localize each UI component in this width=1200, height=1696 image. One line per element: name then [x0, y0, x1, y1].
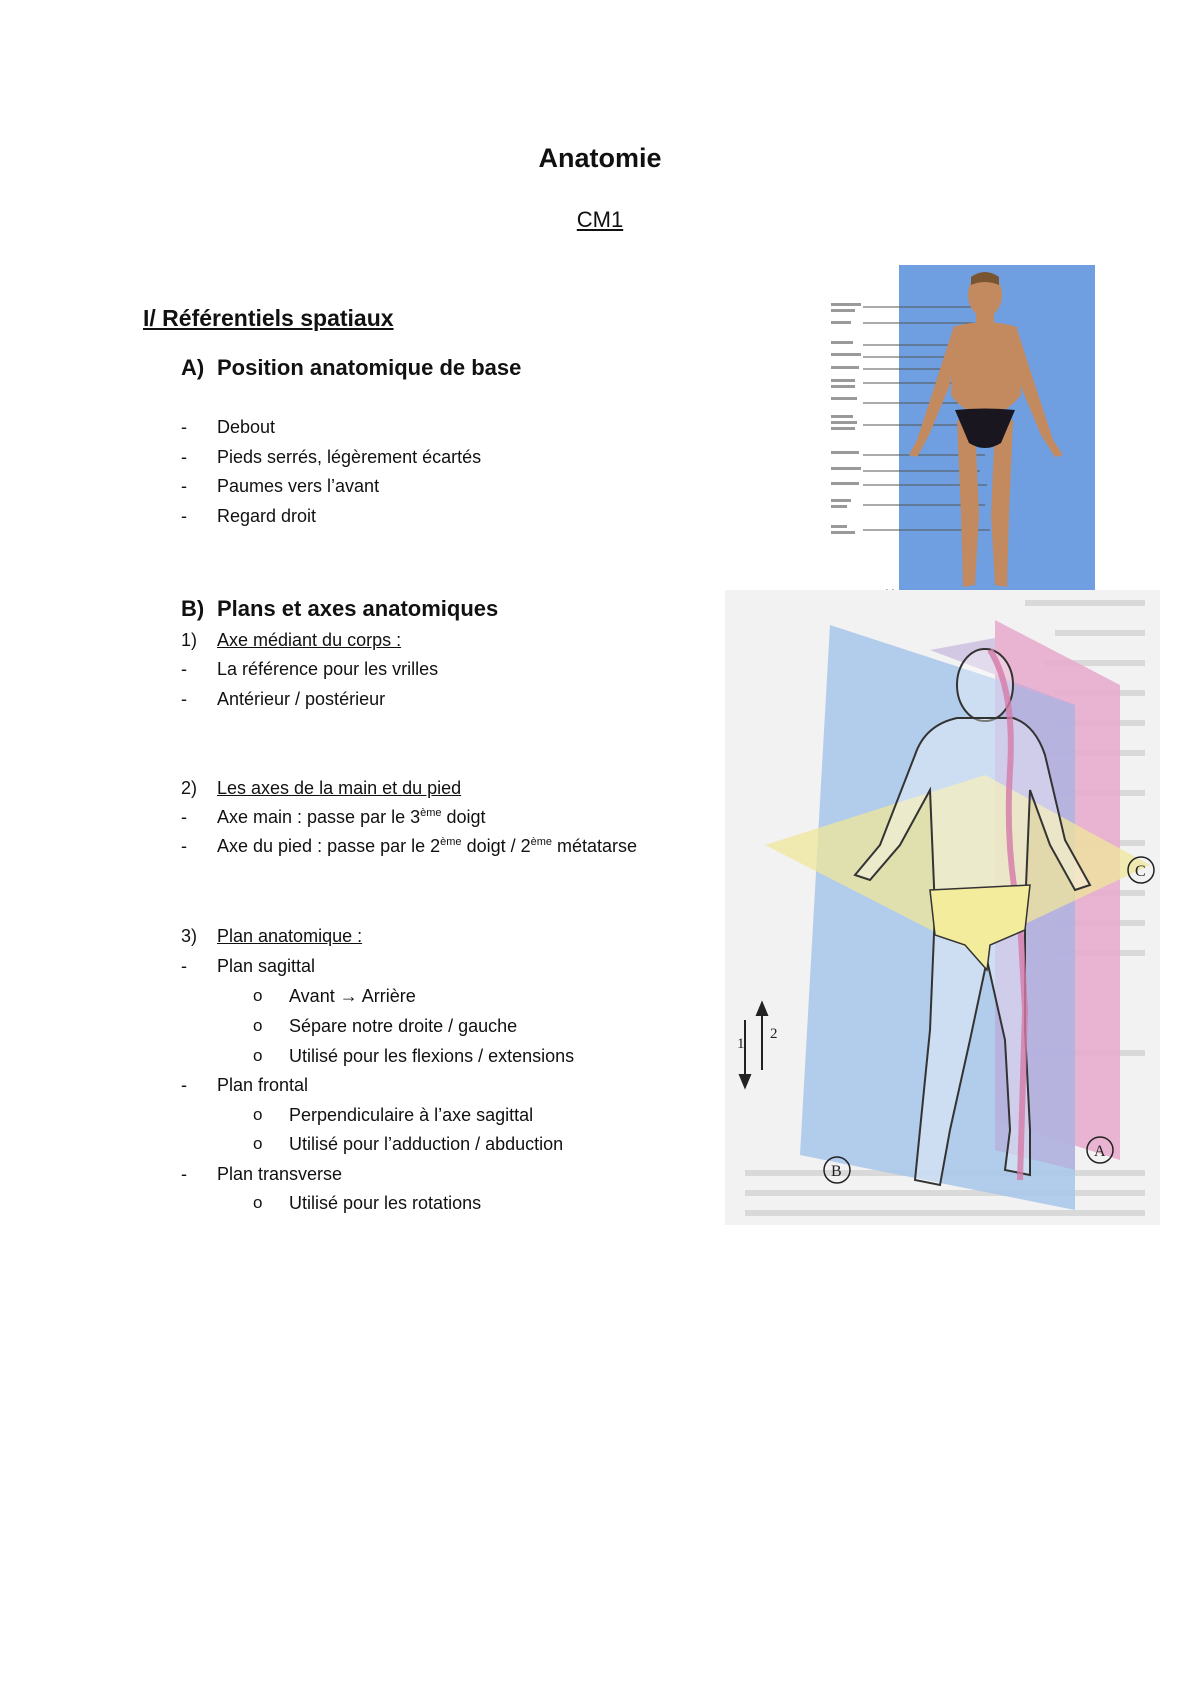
planes-illustration [725, 590, 1160, 1225]
anatomical-position-photo [825, 265, 1095, 600]
document-subtitle: CM1 [576, 207, 624, 232]
section-heading-1: I/ Référentiels spatiaux [143, 305, 394, 331]
plane-label-a: A [1094, 1143, 1106, 1160]
plane-label-b: B [831, 1163, 842, 1180]
section-b-title: Plans et axes anatomiques [217, 596, 499, 621]
arrow-label-2: 2 [770, 1026, 778, 1042]
anatomy-photo-illustration [825, 265, 1095, 600]
anatomical-planes-diagram [725, 590, 1160, 1225]
section-a-title: Position anatomique de base [217, 355, 522, 380]
arrow-label-1: 1 [737, 1036, 745, 1052]
document-title: Anatomie [538, 143, 662, 173]
section-a-letter: A) [181, 355, 205, 380]
plane-label-c: C [1135, 863, 1146, 880]
section-b-letter: B) [181, 596, 205, 621]
